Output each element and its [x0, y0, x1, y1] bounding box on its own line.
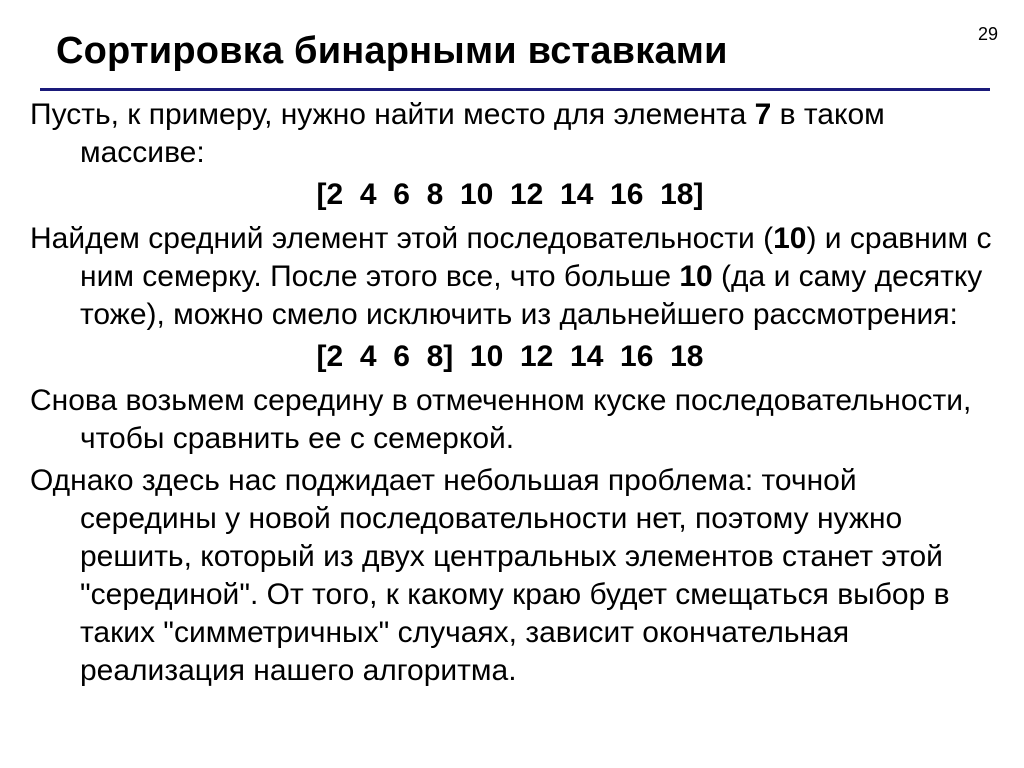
middle-value-1: 10 — [773, 222, 807, 255]
slide-number: 29 — [977, 24, 998, 44]
slide-body — [30, 96, 1000, 694]
intro-text-after: в таком массиве: — [80, 98, 885, 169]
paragraph-middle-element — [30, 220, 1000, 334]
middle-text-part1: Найдем средний элемент этой последовательности ( — [30, 222, 774, 255]
paragraph-problem: Однако здесь нас поджидает небольшая проблема: точной середины у новой последовательности нет, поэтому нужно решить, который из двух центральных элементов станет этой "серединой". От того, к какому краю будет смещаться выбор в таких "симметричных" случаях, зависит окончательная реализация нашего алгоритма. — [30, 464, 950, 687]
array-marked: [2 4 6 8] 10 12 14 16 18 — [316, 340, 704, 373]
array-full: [2 4 6 8 10 12 14 16 18] — [316, 178, 704, 211]
intro-text-before: Пусть, к примеру, нужно найти место для элемента — [30, 98, 755, 131]
intro-element-value: 7 — [754, 98, 772, 131]
middle-text-part3: (да и саму десятку тоже), можно смело исключить из дальнейшего рассмотрения: — [80, 260, 983, 331]
title-divider — [40, 88, 990, 91]
paragraph-take-middle: Снова возьмем середину в отмеченном куске последовательности, чтобы сравнить ее с семеркой. — [30, 384, 972, 455]
middle-text-part2: ) и сравним с ним семерку. После этого все, что больше — [80, 222, 992, 293]
slide-title: Сортировка бинарными вставками — [56, 30, 728, 72]
paragraph-intro — [30, 96, 1000, 172]
middle-value-2: 10 — [679, 260, 713, 293]
